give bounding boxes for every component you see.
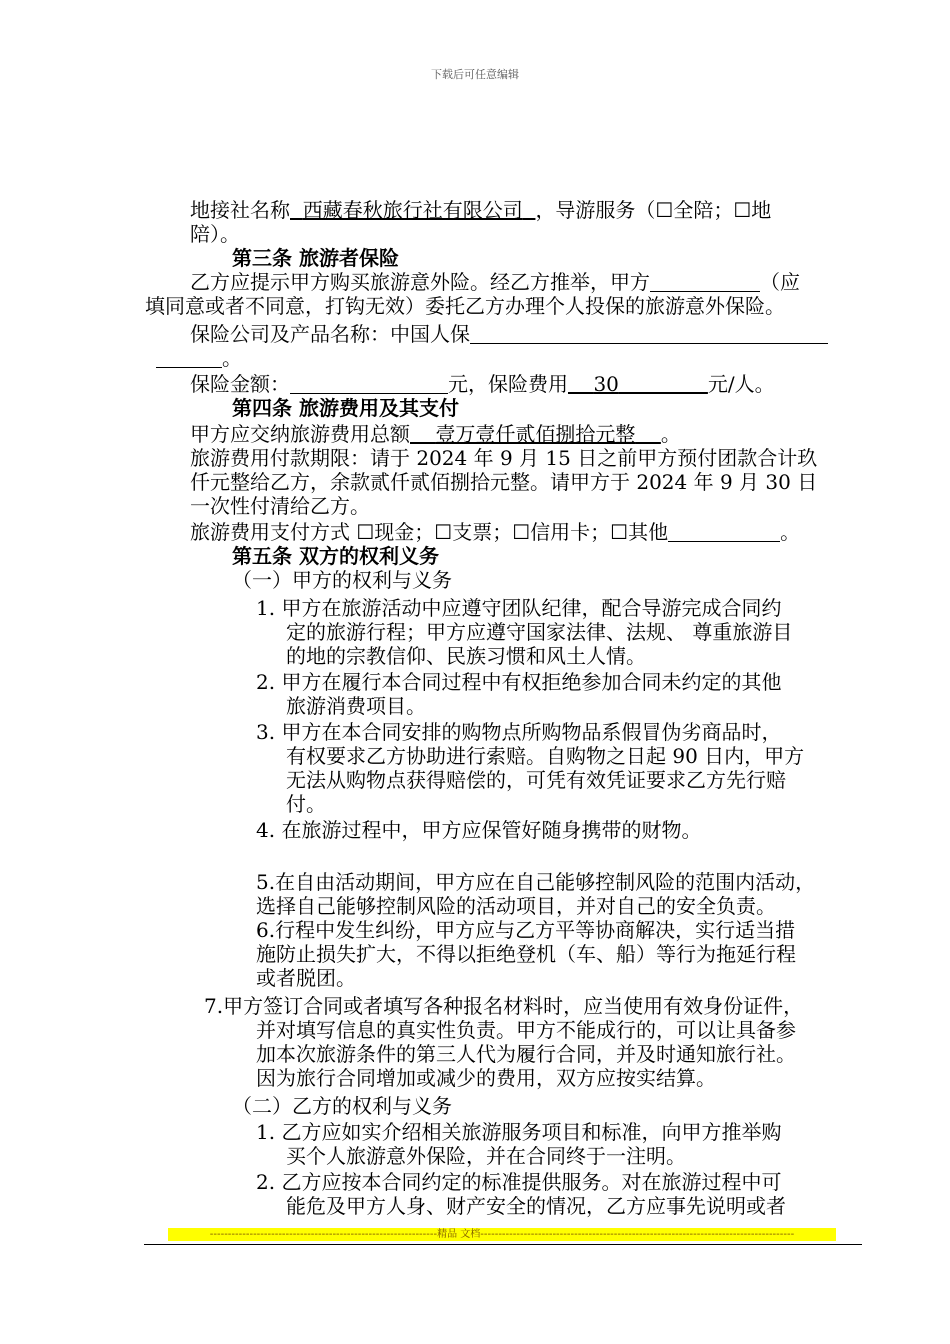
insurer-blank[interactable]	[470, 325, 828, 344]
list-item: 5.在自由活动期间，甲方应在自己能够控制风险的范围内活动，	[256, 870, 816, 894]
insurance-line: 乙方应提示甲方购买旅游意外险。经乙方推举，甲方 （应	[190, 270, 800, 294]
list-item: 3. 甲方在本合同安排的购物点所购物品系假冒伪劣商品时，	[256, 720, 782, 744]
footer-divider	[144, 1244, 862, 1245]
agency-name: 西藏春秋旅行社有限公司	[302, 198, 523, 222]
consent-blank[interactable]	[650, 273, 760, 292]
list-item: 1. 乙方应如实介绍相关旅游服务项目和标准，向甲方推举购	[256, 1120, 782, 1144]
list-item: 2. 乙方应按本合同约定的标准提供服务。对在旅游过程中可	[256, 1170, 782, 1194]
list-item-cont: 因为旅行合同增加或减少的费用，双方应按实结算。	[256, 1066, 716, 1090]
text-line: 陪）。	[190, 222, 240, 246]
list-item-cont: 并对填写信息的真实性负责。甲方不能成行的，可以让具备参	[256, 1018, 796, 1042]
other-method-blank[interactable]	[668, 523, 780, 542]
list-item-cont: 买个人旅游意外保险，并在合同终于一注明。	[286, 1144, 686, 1168]
article-3-heading: 第三条 旅游者保险	[232, 246, 399, 270]
list-item-cont: 定的旅游行程；甲方应遵守国家法律、法规、 尊重旅游目	[286, 620, 793, 644]
list-item-cont: 旅游消费项目。	[286, 694, 426, 718]
list-item-cont: 能危及甲方人身、财产安全的情况，乙方应事先说明或者	[286, 1194, 786, 1218]
list-item-cont: 无法从购物点获得赔偿的，可凭有效凭证要求乙方先行赔	[286, 768, 786, 792]
list-item-cont: 付。	[286, 792, 326, 816]
section-party-b-heading: （二）乙方的权利与义务	[232, 1094, 452, 1118]
list-item: 6.行程中发生纠纷，甲方应与乙方平等协商解决，实行适当措	[256, 918, 796, 942]
text-line: 填同意或者不同意，打钩无效）委托乙方办理个人投保的旅游意外保险。	[145, 294, 785, 318]
article-5-heading: 第五条 双方的权利义务	[232, 544, 439, 568]
text-line: 一次性付清给乙方。	[190, 494, 370, 518]
insurer-blank-cont[interactable]	[156, 349, 222, 368]
insurer-line: 保险公司及产品名称：中国人保	[190, 322, 828, 346]
label: 地接社名称	[190, 198, 290, 222]
guide-service-options: ，导游服务（☐全陪；☐地	[535, 198, 772, 222]
list-item-cont: 选择自己能够控制风险的活动项目，并对自己的安全负责。	[256, 894, 776, 918]
list-item-cont: 的地的宗教信仰、民族习惯和风土人情。	[286, 644, 646, 668]
list-item: 4. 在旅游过程中，甲方应保管好随身携带的财物。	[256, 818, 702, 842]
payment-method-line: 旅游费用支付方式 ☐现金；☐支票；☐信用卡；☐其他 。	[190, 520, 801, 544]
list-item-cont: 施防止损失扩大，不得以拒绝登机（车、船）等行为拖延行程	[256, 942, 796, 966]
total-fee-value: 壹万壹仟贰佰捌拾元整	[435, 422, 636, 446]
local-agency-line	[190, 198, 771, 222]
text-line: 仟元整给乙方，余款贰仟贰佰捌拾元整。请甲方于 2024 年 9 月 30 日	[190, 470, 818, 494]
insurer-line-cont: 。	[156, 346, 242, 370]
list-item-cont: 加本次旅游条件的第三人代为履行合同，并及时通知旅行社。	[256, 1042, 796, 1066]
list-item: 2. 甲方在履行本合同过程中有权拒绝参加合同未约定的其他	[256, 670, 782, 694]
section-party-a-heading: （一）甲方的权利与义务	[232, 568, 452, 592]
list-item-cont: 或者脱团。	[256, 966, 356, 990]
insured-amount-line: 保险金额： 元，保险费用 30 元/人。	[190, 372, 775, 396]
total-fee-line: 甲方应交纳旅游费用总额 壹万壹仟贰佰捌拾元整 。	[190, 422, 681, 446]
list-item: 7.甲方签订合同或者填写各种报名材料时，应当使用有效身份证件，	[204, 994, 804, 1018]
article-4-heading: 第四条 旅游费用及其支付	[232, 396, 459, 420]
list-item: 1. 甲方在旅游活动中应遵守团队纪律，配合导游完成合同约	[256, 596, 782, 620]
premium-value: 30	[593, 372, 619, 396]
page-header-note: 下载后可任意编辑	[431, 68, 519, 81]
list-item-cont: 有权要求乙方协助进行索赔。自购物之日起 90 日内，甲方	[286, 744, 805, 768]
payment-deadline-line: 旅游费用付款期限：请于 2024 年 9 月 15 日之前甲方预付团款合计玖	[190, 446, 818, 470]
insured-amount-blank[interactable]	[290, 375, 448, 394]
footer-banner: ---------------------------------------------------------------精品 文档---------------------------------------------------------------------------------------	[168, 1228, 836, 1241]
